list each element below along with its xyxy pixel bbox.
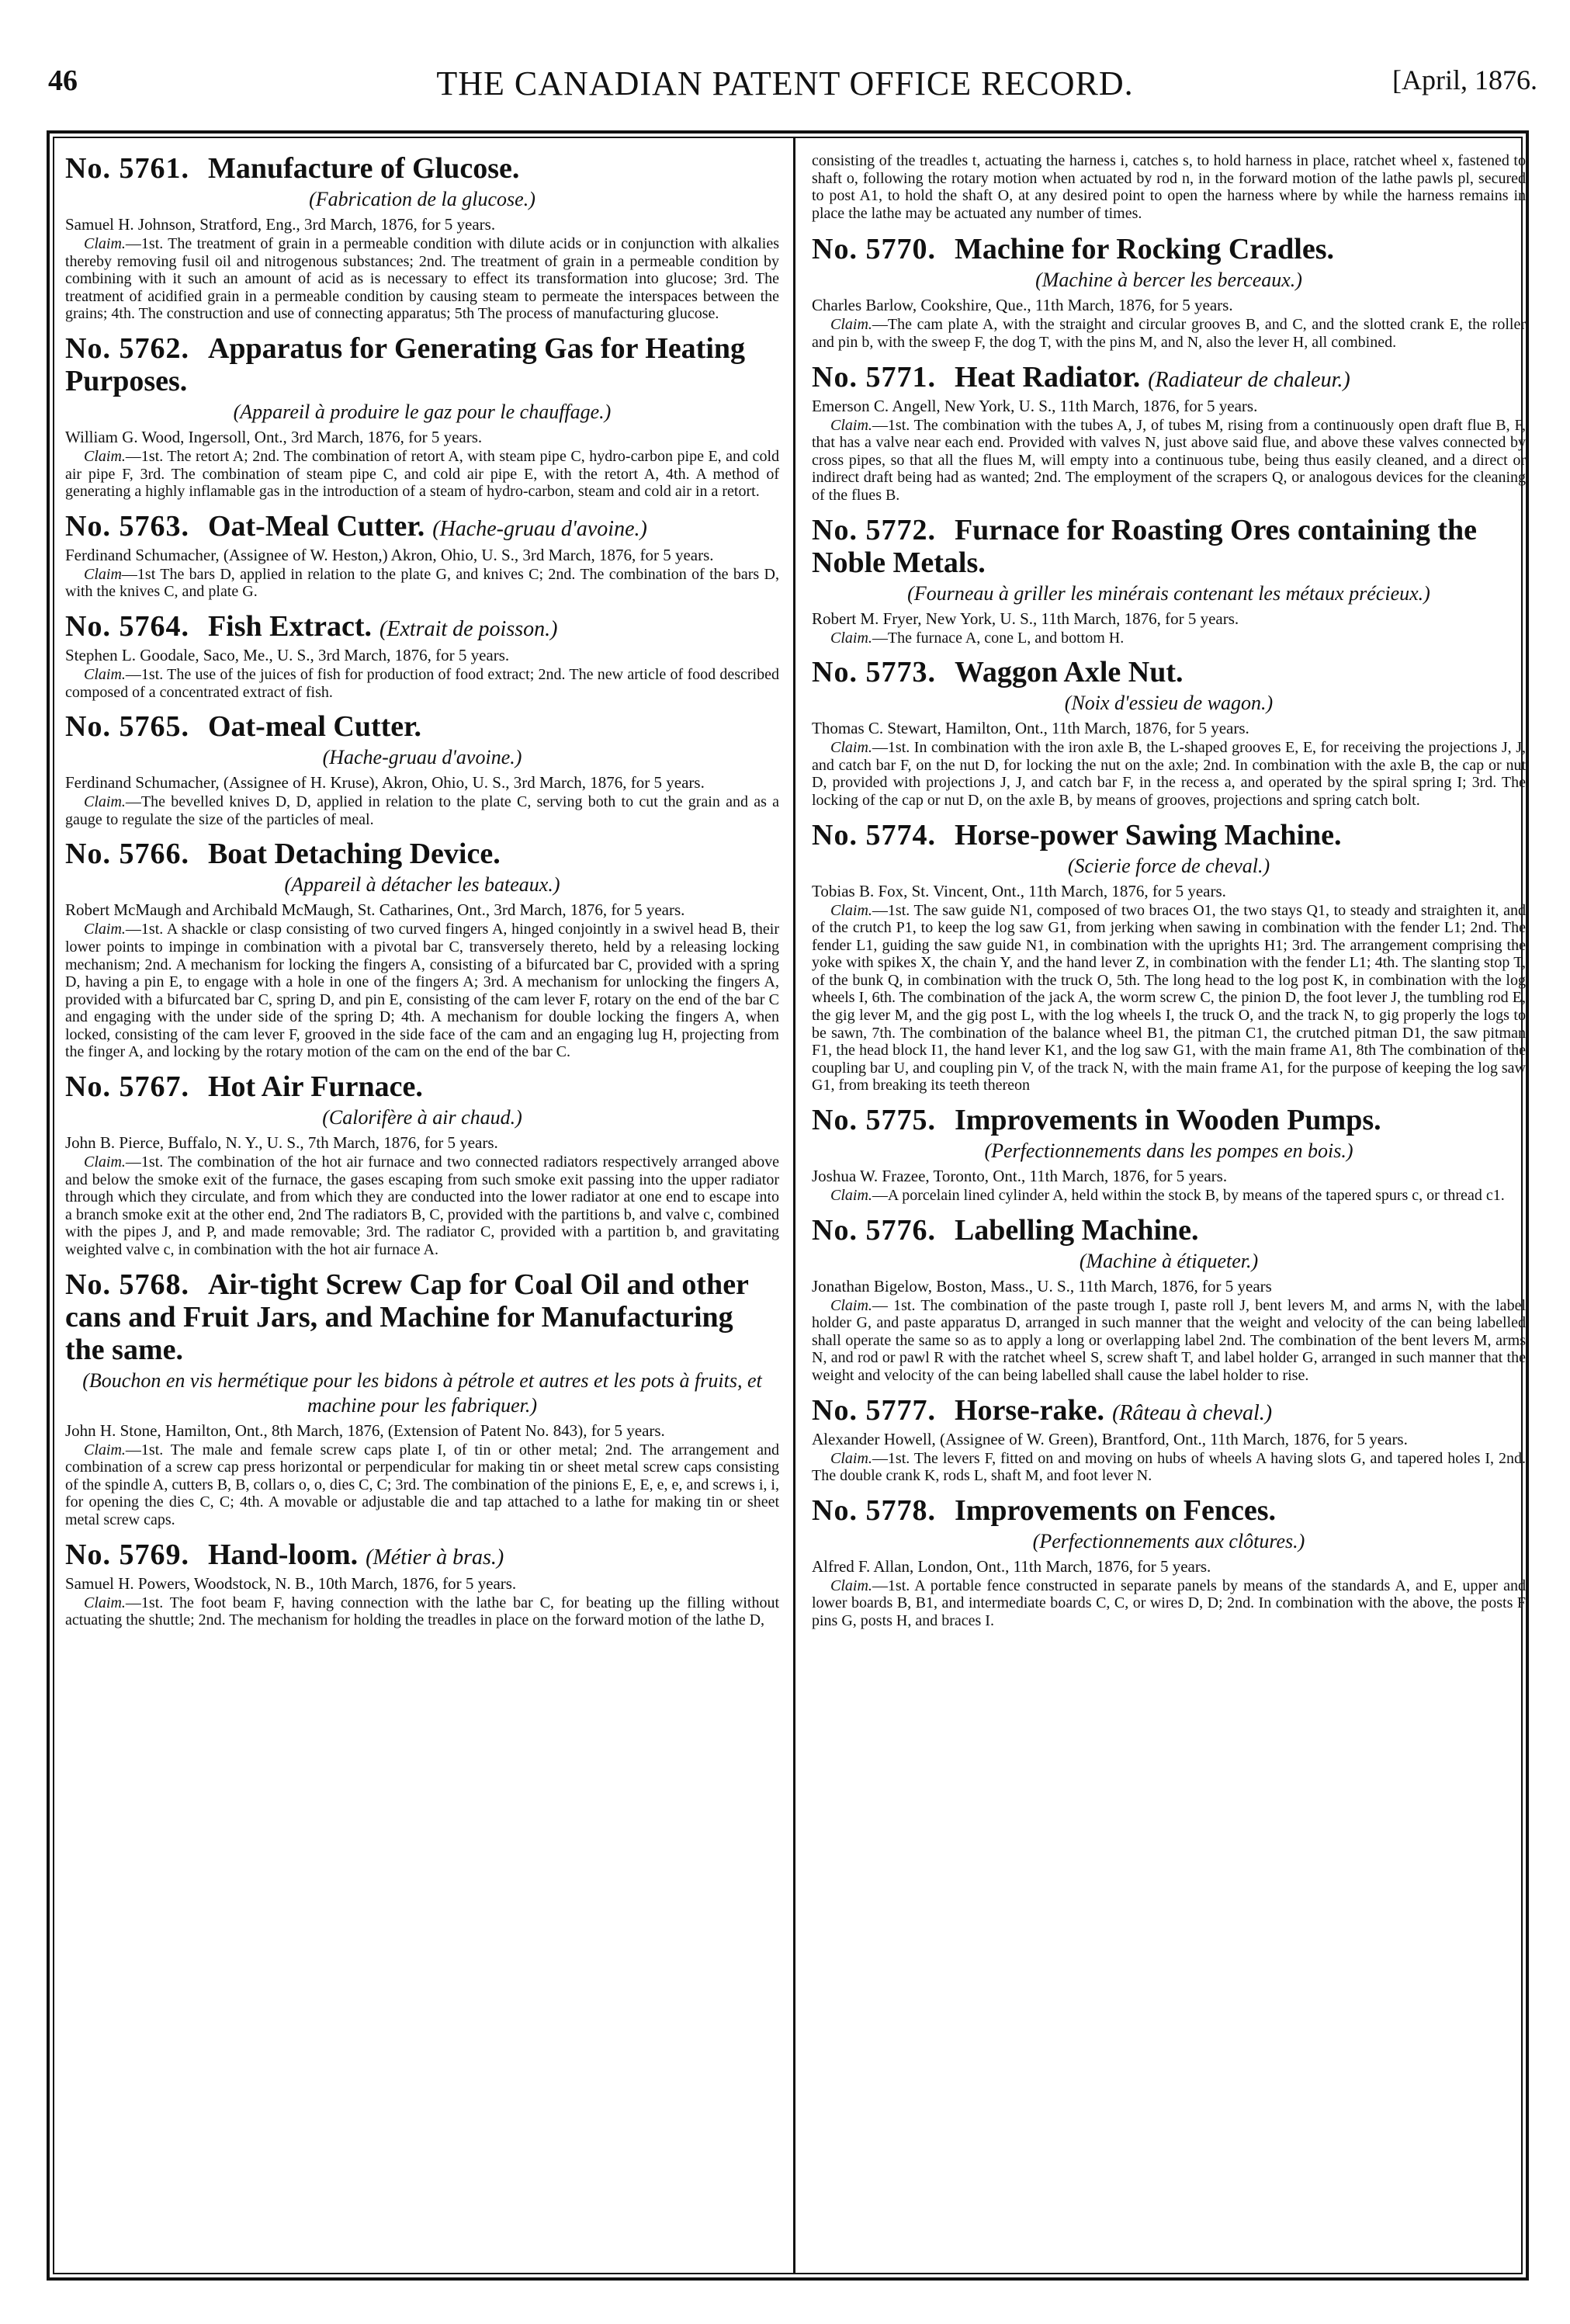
patentee: Robert McMaugh and Archibald McMaugh, St. Catharines, Ont., 3rd March, 1876, for 5 years. — [65, 900, 685, 920]
patent-entry — [65, 152, 779, 323]
left-column — [65, 152, 779, 1639]
patent-title: Furnace for Roasting Ores containing the Noble Metals. — [812, 513, 1478, 579]
claim-label: Claim. — [830, 1187, 872, 1205]
patent-number: No. 5772. — [812, 513, 936, 546]
claim-label: Claim. — [84, 1441, 126, 1459]
patentee: John H. Stone, Hamilton, Ont., 8th March, 1876, (Extension of Patent No. 843), for 5 years. — [65, 1420, 665, 1440]
patentee: Alexander Howell, (Assignee of W. Green), Brantford, Ont., 11th March, 1876, for 5 years. — [812, 1429, 1408, 1448]
french-title: (Fabrication de la glucose.) — [309, 188, 535, 210]
french-title: (Hache-gruau d'avoine.) — [322, 746, 522, 769]
entry-heading — [65, 838, 779, 870]
french-title-inline: (Hache-gruau d'avoine.) — [432, 516, 647, 541]
claim-text — [65, 793, 779, 828]
patentee: Thomas C. Stewart, Hamilton, Ont., 11th March, 1876, for 5 years. — [812, 719, 1249, 738]
entry-heading — [812, 233, 1526, 265]
claim-text — [812, 417, 1526, 505]
entry-heading — [65, 1538, 779, 1574]
claim-label: Claim. — [830, 316, 872, 334]
claim-text — [812, 739, 1526, 809]
patent-title: Fish Extract. — [207, 609, 373, 643]
patent-entry — [65, 1538, 779, 1629]
claim-label: Claim. — [830, 1296, 872, 1314]
patent-number: No. 5766. — [65, 838, 189, 871]
claim-text — [812, 902, 1526, 1095]
patent-entry — [812, 361, 1526, 505]
patentee: Ferdinand Schumacher, (Assignee of H. Kruse), Akron, Ohio, U. S., 3rd March, 1876, for 5 years. — [65, 773, 705, 793]
patent-number: No. 5761. — [65, 152, 189, 185]
french-title: (Appareil à détacher les bateaux.) — [284, 873, 560, 897]
patent-title: Apparatus for Generating Gas for Heating Purposes. — [65, 331, 746, 397]
french-title-inline: (Extrait de poisson.) — [380, 616, 558, 641]
claim-text — [65, 235, 779, 323]
patent-number: No. 5771. — [812, 360, 936, 394]
french-title: (Bouchon en vis hermétique pour les bidons à pétrole et autres et les pots à fruits, et machine pour les fabriquer.) — [82, 1368, 762, 1417]
claim-body: —1st The bars D, applied in relation to the plate G, and knives C; 2nd. The combination of the bars D, with the knives C, and plate G. — [65, 565, 779, 601]
claim-body: —1st. The levers F, fitted on and moving on hubs of wheels A having slots G, and tapered holes I, 2nd. The double crank K, rods L, shaft M, and foot lever N. — [812, 1449, 1526, 1485]
french-title: (Machine à étiqueter.) — [1079, 1249, 1259, 1272]
column-rule — [793, 138, 795, 2274]
french-title: (Perfectionnements aux clôtures.) — [1032, 1529, 1305, 1552]
right-column — [812, 152, 1526, 1639]
patentee: Ferdinand Schumacher, (Assignee of W. Heston,) Akron, Ohio, U. S., 3rd March, 1876, for 5 years. — [65, 545, 714, 564]
entry-heading — [812, 514, 1526, 579]
journal-title: THE CANADIAN PATENT OFFICE RECORD. — [436, 64, 1134, 102]
patentee: Joshua W. Frazee, Toronto, Ont., 11th March, 1876, for 5 years. — [812, 1167, 1228, 1186]
entry-heading — [65, 610, 779, 646]
claim-body: —1st. The combination with the tubes A, J, of tubes M, rising from a continuously open draft flue B, F, that has a valve near each end. Provided with valves N, just above said flue, and above these valves connected by cross pipes, so that all the flues M, will empty into a continuous tube, being thus easily cleaned, and a direct or indirect draft being had as wanted; 2nd. The employment of the scrapers Q, or analogous devices for the cleaning of the flues B. — [812, 416, 1526, 504]
patentee: Samuel H. Johnson, Stratford, Eng., 3rd March, 1876, for 5 years. — [65, 215, 496, 234]
patent-number: No. 5770. — [812, 233, 936, 266]
claim-label: Claim. — [84, 1594, 126, 1611]
entry-heading — [65, 1070, 779, 1103]
patent-entry — [65, 838, 779, 1061]
claim-text — [812, 1450, 1526, 1485]
patentee: Emerson C. Angell, New York, U. S., 11th March, 1876, for 5 years. — [812, 396, 1258, 415]
french-title: (Perfectionnements dans les pompes en bois.) — [984, 1139, 1353, 1163]
claim-body: — 1st. The combination of the paste trough I, paste roll J, bent levers M, and arms N, with the label holder G, and paste apparatus D, arranged in such manner that the weight and velocity of the can being labelled shall operate the same so as to apply a long or overlapping label 2nd. The combination of the bent levers M, arms N, and rod or pawl R with the ratchet wheel S, screw shaft T, and label holder G, arranged in such manner that the weight and velocity of the can being labelled shall cause the label holder to rise. — [812, 1296, 1526, 1384]
patent-title: Horse-power Sawing Machine. — [954, 818, 1342, 852]
claim-text — [65, 1153, 779, 1259]
patent-title: Manufacture of Glucose. — [207, 152, 520, 185]
claim-body: —1st. The use of the juices of fish for production of food extract; 2nd. The new article of food described composed of a concentrated extract of fish. — [65, 665, 779, 701]
french-title: (Machine à bercer les berceaux.) — [1035, 269, 1302, 292]
claim-body: —1st. A shackle or clasp consisting of two curved fingers A, hinged conjointly in a swivel head B, their lower points to impinge in combination with a pivotal bar C, transversely thereto, held by a releasing locking mechanism; 2nd. A mechanism for locking the fingers A, consisting of a bifurcated bar C, provided with a spring D, having a pin E, to engage with a hole in one of the fingers A; 3rd. A mechanism for unlocking the fingers A, provided with a bifurcated bar C, spring D, and pin E, consisting of the cam lever F, rotary on the end of the bar C and engaging with the under side of the spring D; 4th. A mechanism for double locking the fingers A, when locked, consisting of the cam lever F, grooved in the side face of the cam and an engaging lug H, projecting from the finger A, and locking by the rotary motion of the cam on the end of the bar C. — [65, 921, 779, 1061]
french-title-inline: (Râteau à cheval.) — [1112, 1400, 1273, 1425]
patent-entry — [65, 510, 779, 601]
patent-title: Hot Air Furnace. — [207, 1070, 423, 1104]
claim-text — [65, 666, 779, 701]
patentee: John B. Pierce, Buffalo, N. Y., U. S., 7th March, 1876, for 5 years. — [65, 1133, 498, 1153]
patent-number: No. 5764. — [65, 609, 189, 643]
patent-title: Labelling Machine. — [954, 1213, 1199, 1247]
french-title-inline: (Radiateur de chaleur.) — [1148, 367, 1350, 392]
patent-title: Waggon Axle Nut. — [954, 656, 1184, 689]
claim-body: —1st. The retort A; 2nd. The combination of retort A, with steam pipe C, hydro-carbon pipe E, and cold air pipe F, 3rd. The combination of steam pipe C, and cold air pipe E, with the retort A, 4th. A method of generating a highly inflamable gas in the introduction of a steam of hydro-carbon, steam and cold air in a retort. — [65, 447, 779, 501]
patent-title: Air-tight Screw Cap for Coal Oil and other cans and Fruit Jars, and Machine for Manufacturing the same. — [65, 1268, 749, 1366]
entry-heading — [812, 1494, 1526, 1527]
patent-title: Improvements in Wooden Pumps. — [954, 1104, 1381, 1137]
patent-entry — [65, 610, 779, 701]
claim-text — [812, 1297, 1526, 1385]
claim-label: Claim — [84, 565, 122, 583]
patentee: Tobias B. Fox, St. Vincent, Ont., 11th March, 1876, for 5 years. — [812, 881, 1226, 900]
patent-title: Machine for Rocking Cradles. — [954, 233, 1334, 266]
patent-number: No. 5767. — [65, 1070, 189, 1104]
french-title: (Noix d'essieu de wagon.) — [1064, 692, 1274, 715]
french-title-inline: (Métier à bras.) — [366, 1545, 504, 1570]
patentee: Samuel H. Powers, Woodstock, N. B., 10th March, 1876, for 5 years. — [65, 1573, 517, 1593]
continued-claim-text: consisting of the treadles t, actuating the harness i, catches s, to hold harness in place, ratchet wheel x, fastened to shaft o, following the rotary motion when actuated by rod n, in the forward motion of the lathe pawls pl, secured to post A1, to hold the shaft O, at any desired point to open the harness where by while the harness remains in place the lathe may be actuated any number of times. — [812, 152, 1526, 222]
patent-entry — [65, 332, 779, 501]
patent-title: Heat Radiator. — [954, 360, 1141, 394]
patentee: William G. Wood, Ingersoll, Ont., 3rd March, 1876, for 5 years. — [65, 427, 483, 446]
claim-label: Claim. — [84, 793, 126, 811]
patent-entry — [812, 514, 1526, 647]
claim-text — [65, 448, 779, 501]
patent-entry — [65, 1268, 779, 1529]
patent-entry — [812, 1394, 1526, 1485]
patent-number: No. 5774. — [812, 818, 936, 852]
patent-entry — [812, 1494, 1526, 1630]
claim-label: Claim. — [830, 739, 872, 757]
claim-body: —1st. The treatment of grain in a permeable condition with dilute acids or in conjunction with alkalies thereby removing fusil oil and nitrogenous substances; 2nd. The treatment of grain in a permeable condition by combining with it such an amount of acid as is necessary to effect its transformation into glucose; 3rd. The treatment of acidified grain in a permeable condition by causing steam to permeate the interspaces between the grains; 4th. The construction and use of connecting apparatus; 5th The process of manufacturing glucose. — [65, 235, 779, 323]
patent-number: No. 5763. — [65, 509, 189, 543]
patent-number: No. 5773. — [812, 656, 936, 689]
claim-label: Claim. — [84, 921, 126, 938]
patent-number: No. 5768. — [65, 1268, 189, 1301]
patentee: Alfred F. Allan, London, Ont., 11th March, 1876, for 5 years. — [812, 1556, 1211, 1576]
entry-heading — [812, 1394, 1526, 1430]
patentee: Charles Barlow, Cookshire, Que., 11th March, 1876, for 5 years. — [812, 296, 1233, 315]
entry-heading — [65, 510, 779, 546]
page-header — [0, 64, 1570, 110]
claim-label: Claim. — [84, 1153, 126, 1171]
claim-body: —1st. The combination of the hot air furnace and two connected radiators respectively arranged above and below the smoke exit of the furnace, the gases escaping from such smoke exit passing into the upper radiator through which they circulate, and from which they are conducted into the lower radiator at one end to escape into a branch smoke exit at the other end, 2nd The radiators B, C, provided with the partitions b, and valve c, combined with the pipes J, and P, and made removable; 3rd. The radiator C, provided with a partition b, and gravitating weighted valve c, in combination with the hot air furnace A. — [65, 1153, 779, 1259]
french-title: (Appareil à produire le gaz pour le chauffage.) — [233, 400, 612, 423]
patent-number: No. 5762. — [65, 331, 189, 365]
page-number: 46 — [48, 64, 78, 97]
patent-number: No. 5765. — [65, 710, 189, 744]
claim-label: Claim. — [830, 1449, 872, 1467]
claim-text — [65, 1441, 779, 1529]
patent-entry — [65, 1070, 779, 1259]
patent-number: No. 5778. — [812, 1493, 936, 1527]
claim-body: —The bevelled knives D, D, applied in relation to the plate C, serving both to cut the grain and as a gauge to regulate the size of the particles of meal. — [65, 793, 779, 828]
claim-label: Claim. — [830, 416, 872, 434]
entry-heading — [65, 1268, 779, 1366]
entry-heading — [812, 819, 1526, 852]
issue-date: [April, 1876. — [1392, 64, 1537, 95]
patent-number: No. 5777. — [812, 1393, 936, 1427]
patent-title: Horse-rake. — [954, 1393, 1105, 1427]
entry-heading — [65, 152, 779, 185]
claim-label: Claim. — [830, 1577, 872, 1594]
patent-title: Oat-meal Cutter. — [207, 710, 422, 744]
patent-title: Oat-Meal Cutter. — [207, 509, 425, 543]
entry-heading — [812, 656, 1526, 689]
patent-entry — [65, 710, 779, 828]
entry-heading — [812, 1214, 1526, 1247]
claim-body: —1st. A portable fence constructed in separate panels by means of the standards A, and E, upper and lower boards B, B1, and intermediate boards C, C, or wires D, D; 2nd. In combination with the above, the posts F pins G, posts H, and braces I. — [812, 1577, 1526, 1629]
claim-label: Claim. — [830, 901, 872, 919]
claim-label: Claim. — [830, 629, 872, 647]
claim-text — [812, 630, 1526, 647]
entry-heading — [65, 332, 779, 397]
entry-heading — [812, 361, 1526, 397]
patent-number: No. 5776. — [812, 1213, 936, 1247]
claim-body: —1st. The male and female screw caps plate I, of tin or other metal; 2nd. The arrangement and combination of a screw cap press horizontal or perpendicular for making tin or sheet metal screw caps consisting of the spindle A, cutters B, B, collars o, o, dies C, C; 3rd. The combination of the pinions E, E, e, e, and screws i, i, for opening the dies C, C; 4th. A movable or adjustable die and tap attached to a lathe for making tin or sheet metal screw caps. — [65, 1441, 779, 1528]
claim-text — [65, 1594, 779, 1629]
patent-entry — [812, 819, 1526, 1095]
claim-body: —1st. The saw guide N1, composed of two braces O1, the two stays Q1, to steady and straighten it, and of the crutch P1, to keep the log saw G1, from jerking when sawing in combination with the fender L1; 2nd. The fender L1, guiding the saw guide N1, in combination with the uprights H1; 3rd. The arrangement comprising the yoke with spikes X, the chain Y, and the hand lever Z, in combination with the fender L1; 4th. The slanting stop T, of the bunk Q, in combination with the truck O, 5th. The long head to the log post K, in combination with the log wheels I, 6th. The combination of the jack A, the worm screw C, the pinion D, the foot lever J, the tumbling rod E, the gig lever M, and the gig post L, with the log wheels I, the truck O, and the track N, to gig properly the logs to be sawn, 7th. The combination of the balance wheel B1, the pitman C1, the crutched pitman D1, the saw pitman F1, the head block I1, the hand lever K1, and the log saw G1, with the main frame A1, 8th The combination of the coupling bar U, and coupling pin V, of the track N, with the main frame A1, for the purpose of keeping the log saw G1, from breaking its teeth thereon — [812, 901, 1526, 1094]
claim-label: Claim. — [84, 665, 126, 683]
patent-title: Boat Detaching Device. — [207, 838, 501, 871]
claim-text — [812, 316, 1526, 351]
claim-body: —1st. The foot beam F, having connection with the lathe bar C, for beating up the filling without actuating the shuttle; 2nd. The mechanism for holding the treadles in place on the forward motion of the lathe D, — [65, 1594, 779, 1629]
patent-number: No. 5775. — [812, 1104, 936, 1137]
patent-entry — [812, 1214, 1526, 1385]
entry-heading — [65, 710, 779, 743]
patentee: Robert M. Fryer, New York, U. S., 11th March, 1876, for 5 years. — [812, 609, 1239, 628]
claim-text — [65, 566, 779, 601]
claim-body: —1st. In combination with the iron axle B, the L-shaped grooves E, E, for receiving the projections J, J, and catch bar F, on the nut D, for locking the nut on the axle; 2nd. In combination with the axle B, the cap or nut D, provided with projections J, J, and catch bar F, in the recess a, and operated by the spiral spring I; 3rd. The locking of the cap or nut D, on the axle B, by means of grooves, projections and spring catch bolt. — [812, 739, 1526, 809]
claim-body: —The cam plate A, with the straight and circular grooves B, and C, and the slotted crank E, the roller and pin b, with the sweep F, the dog T, with the pins M, and N, also the lever H, all combined. — [812, 316, 1526, 351]
patent-entry — [812, 233, 1526, 351]
claim-text — [812, 1577, 1526, 1630]
patentee: Jonathan Bigelow, Boston, Mass., U. S., 11th March, 1876, for 5 years — [812, 1276, 1272, 1296]
claim-body: —The furnace A, cone L, and bottom H. — [872, 629, 1125, 647]
claim-label: Claim. — [84, 447, 126, 465]
patentee: Stephen L. Goodale, Saco, Me., U. S., 3rd March, 1876, for 5 years. — [65, 645, 510, 664]
french-title: (Scierie force de cheval.) — [1067, 854, 1270, 877]
entry-heading — [812, 1104, 1526, 1136]
patent-title: Improvements on Fences. — [954, 1493, 1277, 1527]
claim-body: —A porcelain lined cylinder A, held within the stock B, by means of the tapered spurs c, or thread c1. — [872, 1187, 1505, 1205]
claim-text — [65, 921, 779, 1061]
patent-entry — [812, 1104, 1526, 1205]
patent-title: Hand-loom. — [207, 1538, 359, 1571]
patent-entry — [812, 656, 1526, 809]
patent-number: No. 5769. — [65, 1538, 189, 1571]
claim-label: Claim. — [84, 235, 126, 252]
claim-text — [812, 1187, 1526, 1205]
french-title: (Fourneau à griller les minérais contenant les métaux précieux.) — [907, 581, 1430, 605]
french-title: (Calorifère à air chaud.) — [322, 1106, 522, 1129]
